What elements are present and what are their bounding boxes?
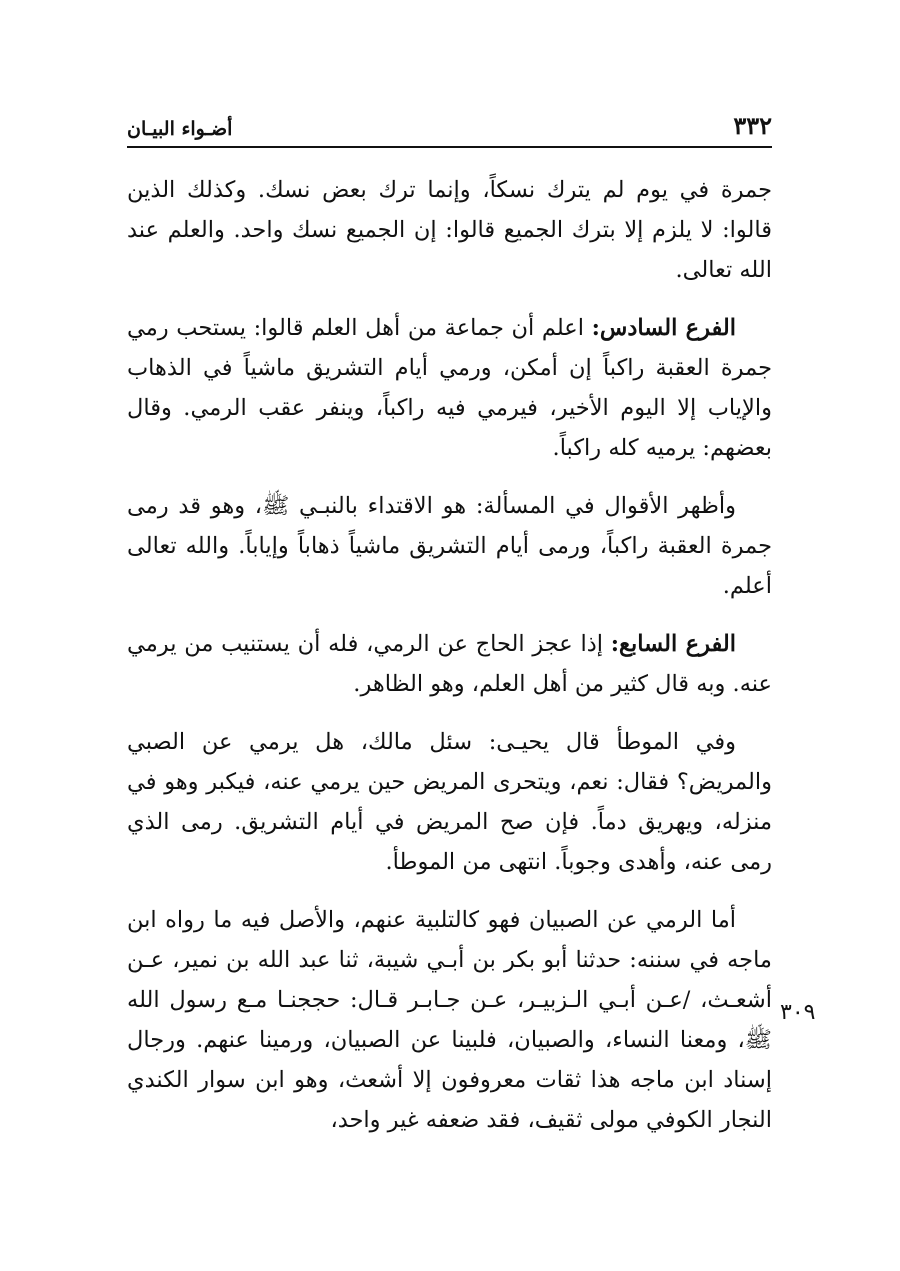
paragraph-text: وفي الموطأ قال يحيـى: سئل مالك، هل يرمي عن الصبي والمريض؟ فقال: نعم، ويتحرى المريض حين يرمي عنه، فيكبر وهو في منزله، ويهريق دماً. فإن صح المريض في أيام التشريق. رمى الذي رمى عنه، وأهدى وجوباً. انتهى من الموطأ. xyxy=(127,729,772,875)
page-body xyxy=(127,170,772,1140)
paragraph xyxy=(127,722,772,882)
section-label: الفرع السابع: xyxy=(610,631,736,657)
paragraph xyxy=(127,170,772,290)
paragraph-text: اعلم أن جماعة من أهل العلم قالوا: يستحب رمي جمرة العقبة راكباً إن أمكن، ورمي أيام التشريق ماشياً في الذهاب والإياب إلا اليوم الأخير، فيرمي فيه راكباً، وينفر عقب الرمي. وقال بعضهم: يرميه كله راكباً. xyxy=(127,315,772,461)
paragraph xyxy=(127,900,772,1140)
paragraph xyxy=(127,624,772,704)
paragraph-text: وأظهر الأقوال في المسألة: هو الاقتداء بالنبـي ﷺ، وهو قد رمى جمرة العقبة راكباً، ورمى أيام التشريق ماشياً ذهاباً وإياباً. والله تعالى أعلم. xyxy=(127,493,772,599)
paragraph-text: إذا عجز الحاج عن الرمي، فله أن يستنيب من يرمي عنه. وبه قال كثير من أهل العلم، وهو الظاهر. xyxy=(127,631,772,697)
paragraph xyxy=(127,486,772,606)
section-label: الفرع السادس: xyxy=(591,315,736,341)
paragraph-text: أما الرمي عن الصبيان فهو كالتلبية عنهم، والأصل فيه ما رواه ابن ماجه في سننه: حدثنا أبو بكر بن أبـي شيبة، ثنا عبد الله بن نمير، عـن أشعـث، /عـن أبـي الـزبيـر، عـن جـابـر قـال: حججنـا مـع رسول الله ﷺ، ومعنا النساء، والصبيان، فلبينا عن الصبيان، ورمينا عنهم. ورجال إسناد ابن ماجه هذا ثقات معروفون إلا أشعث، وهو ابن سوار الكندي النجار الكوفي مولى ثقيف، فقد ضعفه غير واحد، xyxy=(127,907,772,1133)
paragraph-text: جمرة في يوم لم يترك نسكاً، وإنما ترك بعض نسك. وكذلك الذين قالوا: لا يلزم إلا بترك الجميع قالوا: إن الجميع نسك واحد. والعلم عند الله تعالى. xyxy=(127,177,772,283)
paragraph xyxy=(127,308,772,468)
page-number: ٣٣٢ xyxy=(733,111,772,140)
page-header xyxy=(127,108,772,148)
running-title: أضـواء البيـان xyxy=(127,118,233,140)
margin-page-reference: ٣٠٩ xyxy=(780,1000,816,1025)
